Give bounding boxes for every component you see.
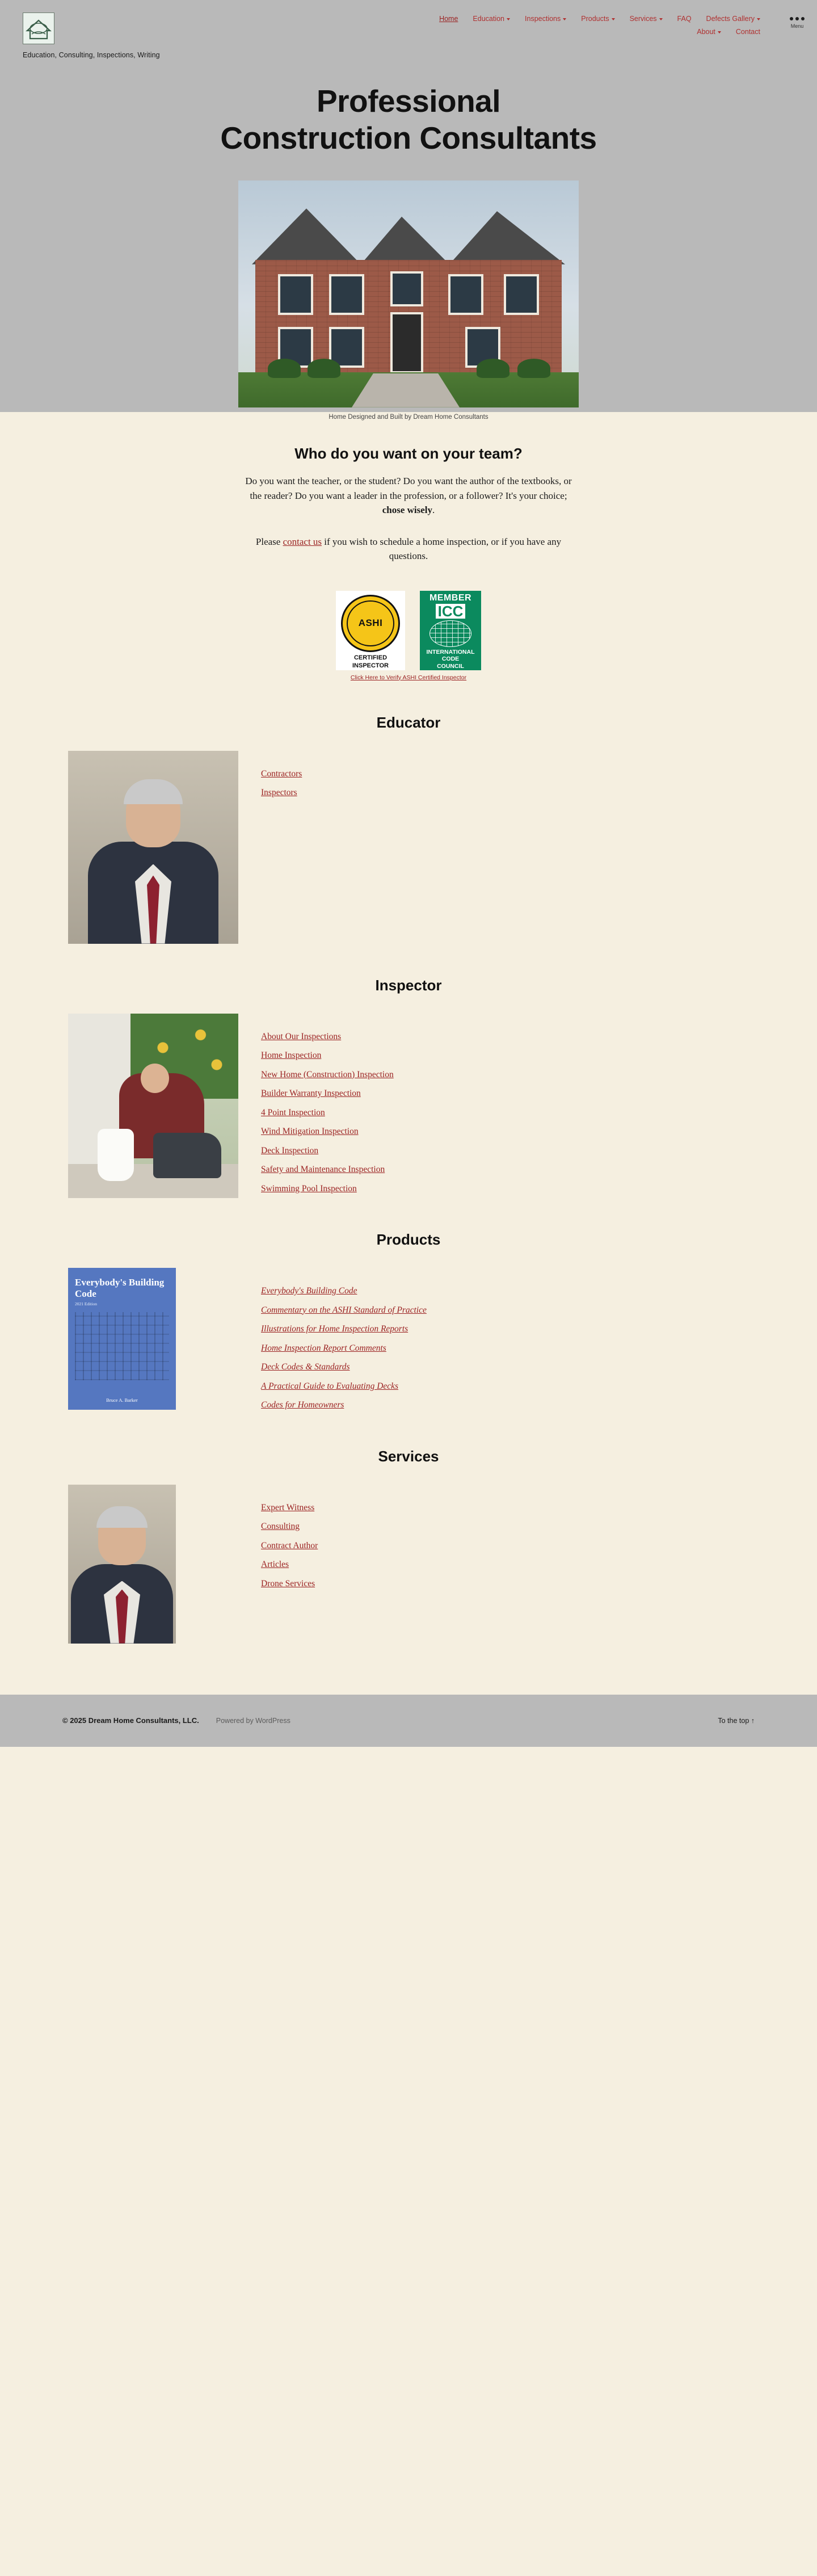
link-drone-services[interactable]: Drone Services: [261, 1578, 315, 1589]
powered-by-text[interactable]: Powered by WordPress: [216, 1716, 290, 1725]
ashi-word: ASHI: [358, 617, 383, 629]
portrait-photo-shape: [68, 751, 238, 944]
link-home-inspection[interactable]: Home Inspection: [261, 1050, 322, 1060]
intro-paragraph-1: [238, 474, 579, 518]
icc-line2: CODE: [441, 655, 460, 663]
bush-shape: [268, 359, 301, 378]
link-builder-warranty-inspection[interactable]: Builder Warranty Inspection: [261, 1089, 361, 1098]
link-inspectors[interactable]: Inspectors: [261, 788, 297, 797]
main-navigation: [267, 12, 794, 36]
icc-fullname: [427, 649, 475, 670]
nav-item-contact[interactable]: [736, 28, 760, 36]
icc-line3: COUNCIL: [437, 662, 464, 670]
contact-us-link[interactable]: contact us: [283, 536, 322, 547]
site-footer: [0, 1695, 817, 1747]
ashi-certified-inspector-badge: [336, 591, 405, 670]
topbar: [0, 0, 817, 59]
ashi-seal-icon: [341, 595, 400, 653]
intro-heading: Who do you want on your team?: [294, 445, 523, 462]
link-illustrations-for-home-inspection-reports[interactable]: Illustrations for Home Inspection Reports: [261, 1324, 408, 1334]
globe-icon: [429, 620, 471, 647]
link-new-home-construction-inspection[interactable]: New Home (Construction) Inspection: [261, 1069, 394, 1079]
page-title-line2: Construction Consultants: [220, 120, 597, 156]
dream-home-logo-icon[interactable]: [23, 12, 54, 44]
section-title-educator: Educator: [376, 713, 441, 731]
link-practical-guide-to-evaluating-decks[interactable]: A Practical Guide to Evaluating Decks: [261, 1381, 399, 1391]
nav-label: About: [697, 28, 715, 36]
icc-member-text: MEMBER: [429, 592, 472, 603]
page-title-line1: Professional: [316, 83, 501, 119]
link-commentary-ashi-standard-of-practice[interactable]: Commentary on the ASHI Standard of Practice: [261, 1305, 427, 1315]
chevron-down-icon: [659, 18, 663, 20]
link-home-inspection-report-comments[interactable]: Home Inspection Report Comments: [261, 1343, 386, 1353]
nav-label: Education: [473, 15, 505, 23]
window-shape: [504, 274, 539, 315]
nav-label: Services: [629, 15, 657, 23]
link-swimming-pool-inspection[interactable]: Swimming Pool Inspection: [261, 1183, 357, 1194]
link-contract-author[interactable]: Contract Author: [261, 1540, 318, 1550]
bush-shape: [517, 359, 550, 378]
nav-row-secondary: [697, 28, 760, 36]
section-services: [0, 1485, 817, 1644]
inspector-links: [261, 1014, 394, 1199]
link-expert-witness[interactable]: Expert Witness: [261, 1502, 315, 1512]
link-safety-and-maintenance-inspection[interactable]: Safety and Maintenance Inspection: [261, 1165, 385, 1174]
intro-p2-text-a: Please: [255, 536, 283, 547]
front-door-shape: [390, 312, 423, 373]
nav-item-services[interactable]: [630, 15, 663, 23]
window-shape: [390, 271, 423, 306]
menu-button-label: Menu: [790, 23, 804, 29]
nav-label: Inspections: [525, 15, 561, 23]
nav-item-about[interactable]: [697, 28, 721, 36]
nav-label: Products: [581, 15, 609, 23]
services-portrait-shape: [68, 1485, 176, 1644]
inspector-pants: [153, 1133, 221, 1178]
page-title: [0, 83, 817, 157]
chevron-down-icon: [718, 31, 721, 33]
chevron-down-icon: [563, 18, 566, 20]
chevron-down-icon: [612, 18, 615, 20]
nav-item-products[interactable]: [581, 15, 614, 23]
intro-paragraph-2: [238, 535, 579, 564]
nav-label: Contact: [735, 28, 760, 36]
nav-row-primary: [439, 15, 760, 23]
book-title: Everybody's Building Code: [75, 1277, 165, 1299]
icc-member-badge: [420, 591, 481, 670]
portrait-hair: [124, 779, 183, 804]
window-shape: [448, 274, 483, 315]
inspector-head: [141, 1064, 169, 1093]
header-band: [0, 0, 817, 421]
link-deck-inspection[interactable]: Deck Inspection: [261, 1145, 319, 1155]
nav-item-education[interactable]: [473, 15, 510, 23]
to-the-top-link[interactable]: To the top ↑: [718, 1716, 755, 1725]
menu-button[interactable]: [790, 17, 805, 29]
site-tagline: Education, Consulting, Inspections, Writing: [23, 51, 160, 59]
bush-shape: [308, 359, 340, 378]
intro-p1-text-a: Do you want the teacher, or the student? Do you want the author of the textbooks, or the reader? Do you want a leader in the profession, or a follower? It's your choice;: [245, 476, 572, 501]
hero-image-caption: Home Designed and Built by Dream Home Consultants: [329, 413, 488, 421]
link-contractors[interactable]: Contractors: [261, 768, 302, 779]
section-title-services: Services: [378, 1447, 439, 1465]
window-shape: [278, 274, 313, 315]
intro-p1-bold: chose wisely: [382, 505, 433, 515]
link-about-our-inspections[interactable]: About Our Inspections: [261, 1031, 342, 1041]
brand[interactable]: [23, 12, 267, 59]
book-author: Bruce A. Barker: [106, 1397, 138, 1403]
nav-label: FAQ: [677, 15, 692, 23]
bush-shape: [477, 359, 509, 378]
intro-p2-text-b: if you wish to schedule a home inspection, or if you have any questions.: [322, 536, 562, 561]
link-deck-codes-and-standards[interactable]: Deck Codes & Standards: [261, 1362, 350, 1372]
section-educator: [0, 751, 817, 944]
link-everybodys-building-code[interactable]: Everybody's Building Code: [261, 1286, 357, 1296]
section-title-products: Products: [376, 1231, 441, 1248]
ashi-certified-text: [352, 654, 389, 670]
icc-acronym: ICC: [436, 604, 466, 619]
nav-label: Defects Gallery: [706, 15, 755, 23]
book-cover[interactable]: [68, 1268, 176, 1410]
certification-badges-section: [238, 591, 579, 681]
main-content: [0, 445, 817, 1649]
inspector-photo-shape: [68, 1014, 238, 1198]
section-title-inspector: Inspector: [375, 976, 442, 994]
toilet-shape: [98, 1129, 134, 1181]
educator-links: [261, 751, 302, 802]
products-photo: [68, 1268, 238, 1410]
intro-section: [238, 445, 579, 564]
nav-item-faq[interactable]: [677, 15, 692, 23]
products-links: [261, 1268, 427, 1415]
nav-item-home[interactable]: [439, 15, 458, 23]
section-inspector: [0, 1014, 817, 1199]
link-articles[interactable]: Articles: [261, 1560, 289, 1569]
kebab-menu-icon: [790, 17, 805, 20]
link-4-point-inspection[interactable]: 4 Point Inspection: [261, 1107, 325, 1117]
intro-p1-text-b: .: [432, 505, 435, 515]
chevron-down-icon: [757, 18, 760, 20]
link-consulting[interactable]: Consulting: [261, 1522, 300, 1531]
hero-house-photo: [238, 180, 579, 407]
nav-label: Home: [439, 15, 458, 23]
badges-row: [238, 591, 579, 670]
services-links: [261, 1485, 318, 1594]
ashi-certified-line2: INSPECTOR: [352, 662, 389, 669]
portrait-hair: [96, 1506, 148, 1528]
book-subtitle: 2021 Edition: [75, 1301, 97, 1307]
copyright-text: © 2025 Dream Home Consultants, LLC.: [62, 1716, 199, 1725]
services-photo: [68, 1485, 238, 1644]
hero-image-wrap: [238, 180, 579, 421]
window-shape: [329, 274, 364, 315]
nav-item-inspections[interactable]: [525, 15, 566, 23]
ashi-certified-line1: CERTIFIED: [353, 654, 388, 661]
inspector-photo: [68, 1014, 238, 1198]
link-codes-for-homeowners[interactable]: Codes for Homeowners: [261, 1400, 344, 1410]
verify-ashi-link[interactable]: Click Here to Verify ASHI Certified Inspector: [350, 674, 467, 681]
link-wind-mitigation-inspection[interactable]: Wind Mitigation Inspection: [261, 1127, 359, 1136]
icc-line1: INTERNATIONAL: [426, 648, 475, 655]
section-products: [0, 1268, 817, 1415]
educator-photo: [68, 751, 238, 944]
chevron-down-icon: [507, 18, 510, 20]
nav-item-defects-gallery[interactable]: [706, 15, 760, 23]
book-cover-illustration: [75, 1312, 169, 1380]
